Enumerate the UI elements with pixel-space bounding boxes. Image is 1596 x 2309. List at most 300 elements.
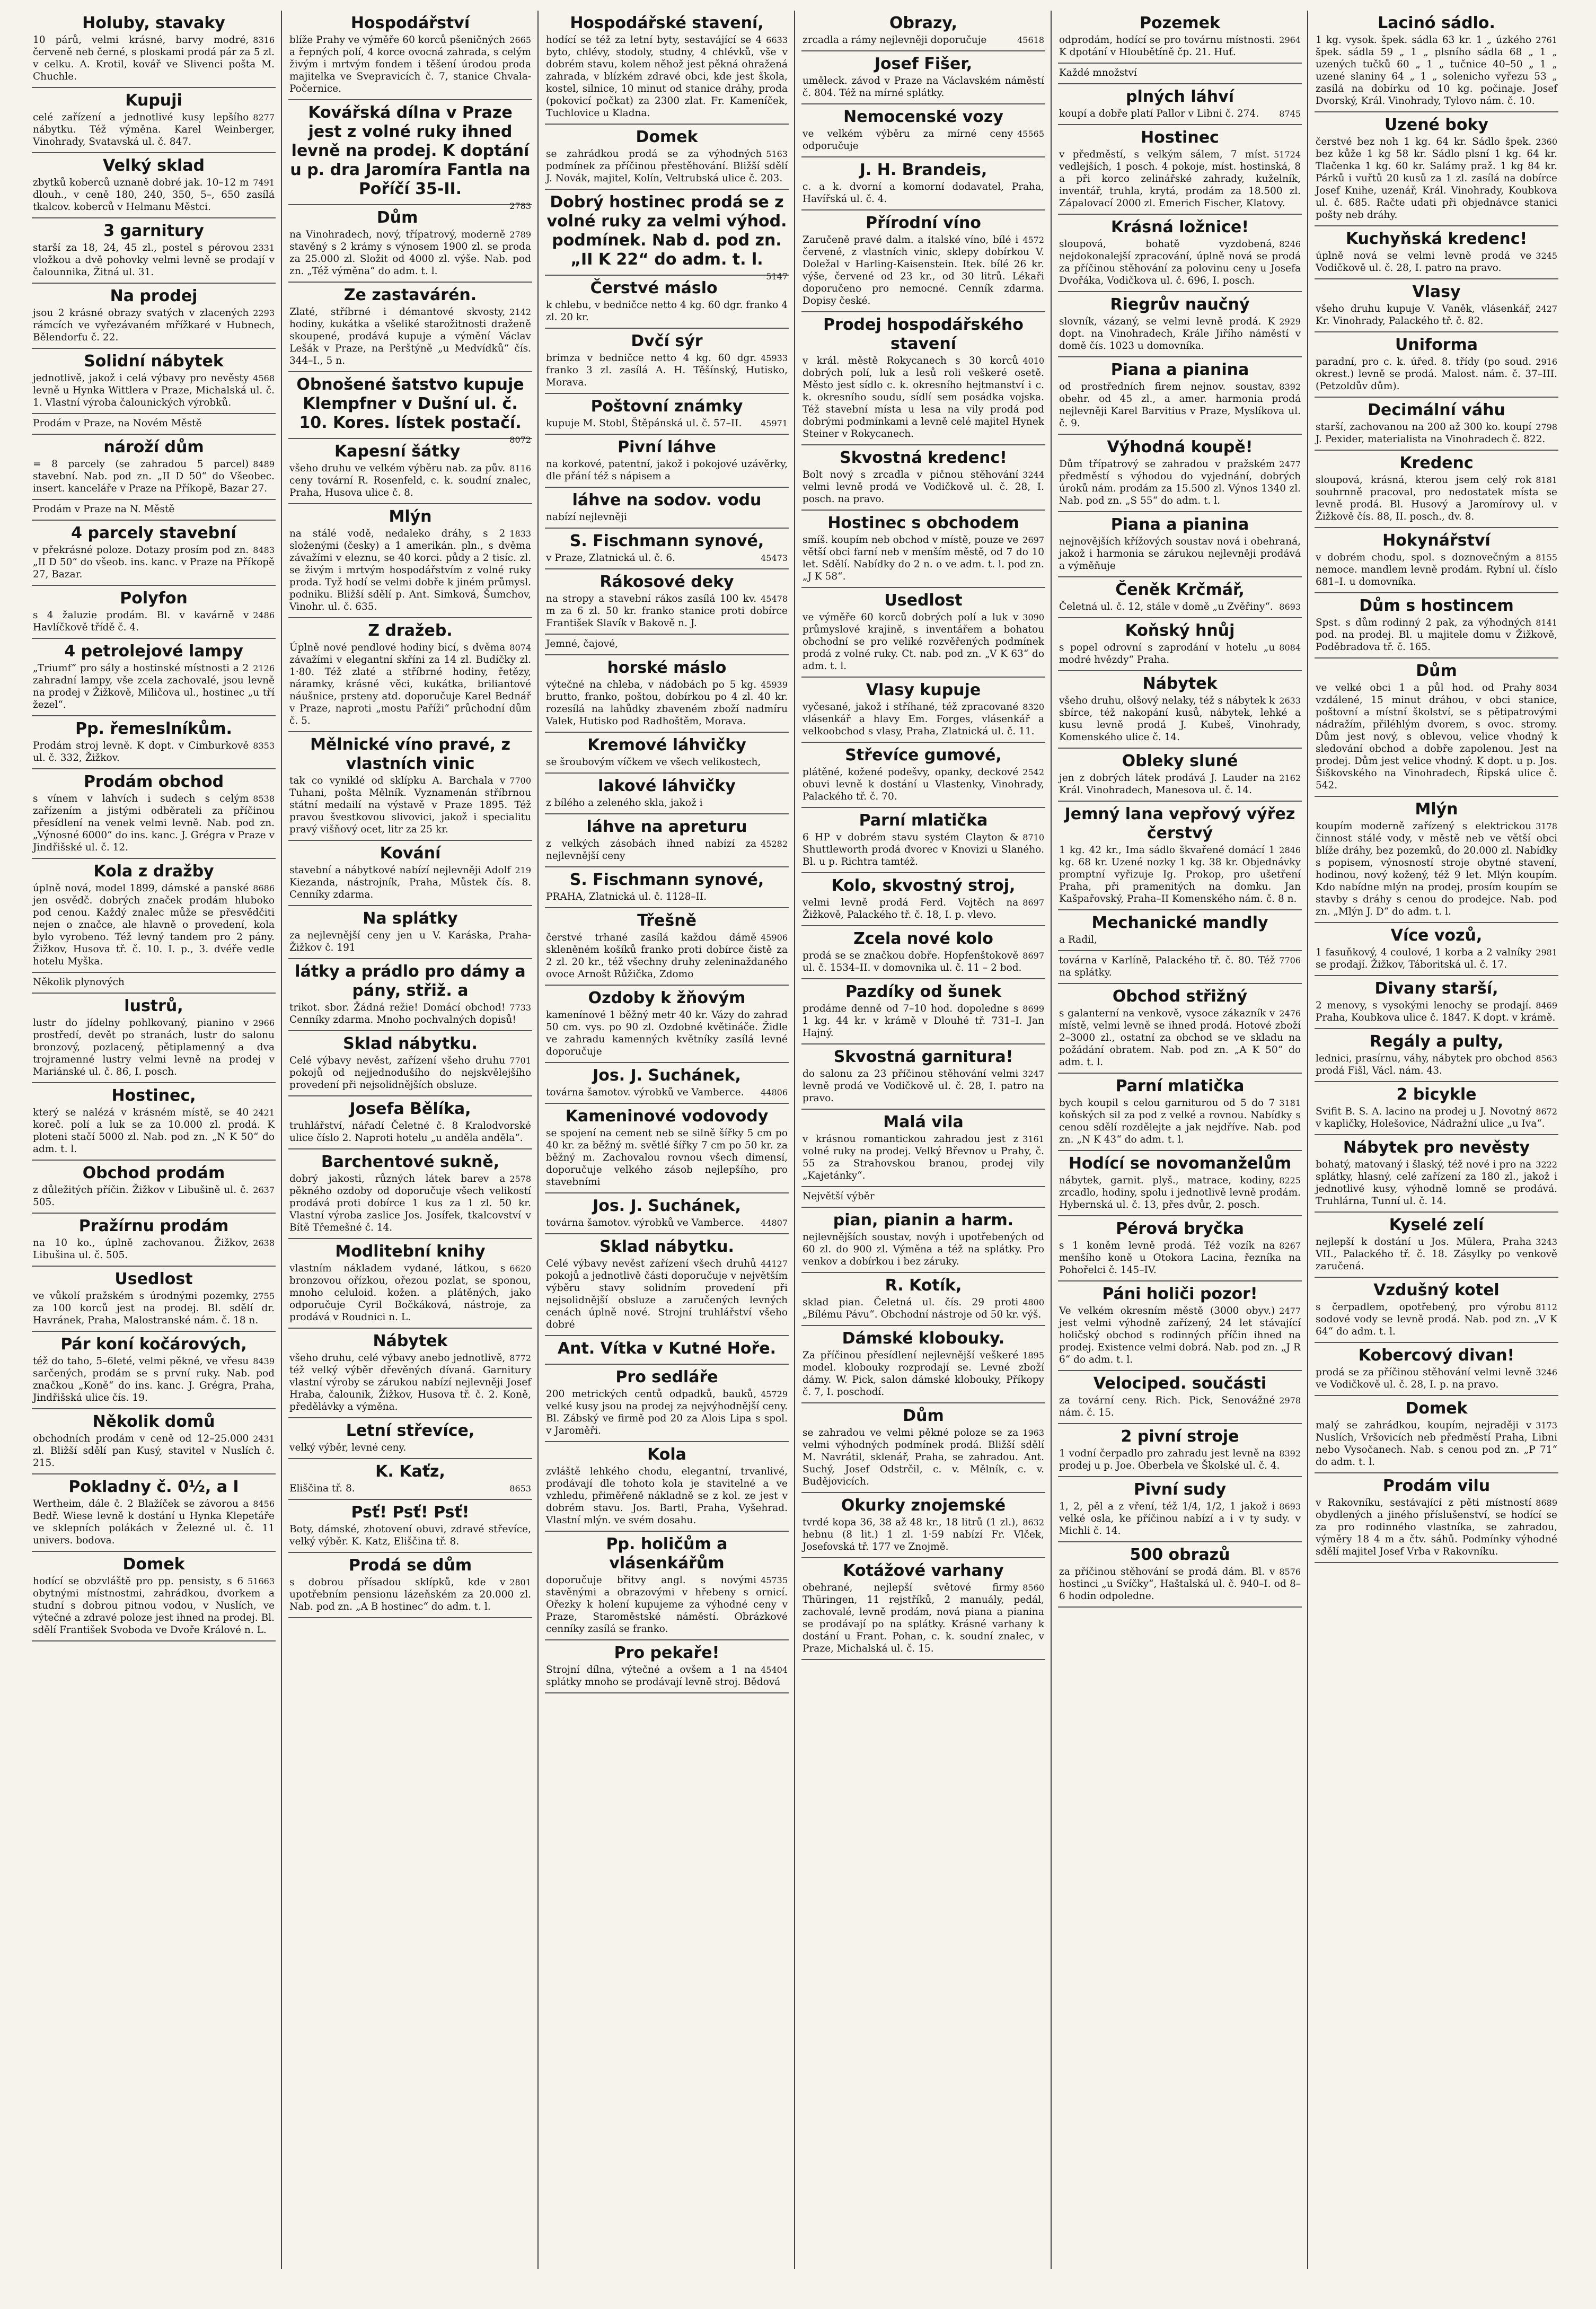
ad-body (1316, 1158, 1557, 1207)
ad-text: Prodám stroj levně. K dopt. v Cimburkově ul. č. 332, Žižkov. (33, 740, 249, 763)
ad-code: 2665 (509, 35, 531, 45)
ad-body (33, 1237, 275, 1261)
classified-ad (801, 979, 1045, 1044)
ad-body (1059, 535, 1301, 572)
ad-body (33, 307, 275, 344)
ad-body (803, 701, 1044, 738)
ad-text: kupuje M. Stobl, Štěpánská ul. č. 57–II. (546, 418, 742, 429)
ad-text: Zlaté, stříbrné i démantové skvosty, hodiny, kukátka a všeliké starožitnosti draženě skoupené, prodává kupuje a výmění Václav Lešák v Praze, na Perštýně „u Medvídků“ čís. 344–I., 5 n. (289, 306, 531, 366)
ad-heading: Kovářská dílna v Praze jest z volné ruky ihned levně na prodej. K doptání u p. dra Jaromíra Fantla na Poříčí 35-II. (290, 103, 531, 198)
ad-text: Eliščina tř. 8. (289, 1483, 355, 1494)
ad-heading: Pp. holičům a vlásenkářům (606, 1535, 728, 1573)
ad-body (1059, 954, 1301, 979)
ad-code: 8560 (1022, 1583, 1044, 1593)
ad-body (33, 976, 275, 988)
ad-heading: horské máslo (607, 659, 727, 677)
ad-code: 8392 (1279, 382, 1301, 392)
classified-ad (32, 414, 276, 435)
ad-text: ve vůkolí pražském s úrodnými pozemky, za 100 korců jest na prodej. Bl. sdělí dr. Havránek, Praha, Malostranské nám. č. 18 n. (33, 1290, 275, 1326)
classified-ad (1315, 451, 1558, 528)
ad-heading: Dobrý hostinec prodá se z volné ruky za velmi výhod. podmínek. Nab d. pod zn. „II K 22“ do adm. t. l. (546, 193, 787, 269)
classified-ad (288, 504, 532, 618)
ad-heading: Mlýn (1415, 800, 1458, 819)
ad-code: 4010 (1022, 356, 1044, 366)
ad-heading: Pro pekaře! (614, 1644, 720, 1662)
ad-heading: Dvčí sýr (631, 332, 703, 350)
ad-code: 2431 (253, 1434, 275, 1444)
classified-ad (545, 655, 789, 733)
classified-ad (288, 205, 532, 283)
ad-text: 6 HP v dobrém stavu systém Clayton & Shuttleworth prodá dvorec v Knovizi u Slaného. Bl. u p. Richtra tamtéž. (803, 832, 1044, 867)
classified-ad (545, 774, 789, 814)
classified-ad (1058, 618, 1302, 671)
column-5 (1058, 11, 1308, 2269)
classified-ad (288, 439, 532, 504)
ad-heading: 2 pivní stroje (1121, 1427, 1239, 1446)
ad-heading: Nábytek (373, 1332, 448, 1350)
ad-text: obehrané, nejlepší světové firmy Thüringen, 11 rejstříků, 2 manuály, pedál, zachovalé, levně prodám, nová piana a pianina se prodávají po na splátky. Krásné varhany k dostání u Frant. Pohan, c. k. soudní znalec, v Praze, Michalská ul. č. 15. (803, 1582, 1044, 1654)
classified-ad (1058, 292, 1302, 357)
classified-ad (1058, 577, 1302, 618)
ad-text: továrna šamotov. výrobků ve Vamberce. (546, 1087, 744, 1098)
ad-code: 2637 (253, 1185, 275, 1195)
ad-heading: Hospodářství (350, 14, 470, 32)
ad-code: 5147 (766, 271, 788, 282)
ad-body (33, 1107, 275, 1155)
ad-body (1059, 934, 1301, 946)
ad-body (33, 1017, 275, 1078)
classified-ad (1058, 435, 1302, 512)
ad-heading: Lacinó sádlo. (1378, 14, 1495, 32)
ad-heading: R. Kotík, (885, 1276, 962, 1295)
ad-text: v dobrém chodu, spol. s doznovečným a nemoce. mandlem levně prodám. Rybní ul. číslo 681–I. u domovníka. (1316, 552, 1557, 587)
ad-heading: Hodící se novomanželům (1068, 1154, 1292, 1173)
ad-body (1316, 1366, 1557, 1391)
ad-text: nabízí nejlevněji (546, 512, 627, 523)
column-1 (32, 11, 282, 2269)
ad-body (803, 766, 1044, 803)
classified-ad (1058, 1151, 1302, 1216)
classified-ad (801, 445, 1045, 511)
ad-text: obchodních prodám v ceně od 12–25.000 zl. Bližší sdělí pan Kusý, stavitel v Nuslích č. 215. (33, 1433, 275, 1469)
ad-heading: Obleky sluné (1122, 752, 1238, 770)
ad-body (33, 458, 275, 495)
classified-ad (32, 859, 276, 973)
ad-text: Celé výbavy nevěst zařízení všech druhů pokojů a jednotlivě části doporučuje v největším výběru stavy solidním provedení při nejsolidnější obsluze a zaručených levných cenách úplně nové. Strojní truhlářství všeho dobré (546, 1258, 788, 1330)
ad-text: za nejlevnější ceny jen u V. Karáska, Praha-Žižkov č. 191 (289, 930, 531, 953)
ad-text: bohatý, matovaný i šlaský, též nové i pro na splátky, hlasný, celé zařízení za 180 zl., jakož i jednotlivé kusy, výhodně lomně se prodává. Truhlárna, Tunní ul. č. 14. (1316, 1159, 1557, 1207)
ad-heading: Velociped. součásti (1093, 1374, 1267, 1393)
classified-ad (801, 51, 1045, 104)
ad-code: 2427 (1536, 304, 1557, 314)
ad-text: slovník, vázaný, se velmi levně prodá. K dopt. na Vinohradech, Krále Jiřího náměstí v domě čís. 1023 u domovníka. (1059, 316, 1301, 352)
ad-text: Wertheim, dále č. 2 Blažíček se závorou a Bedř. Wiese levně k dostání u Hynka Klepetáře ve sklepních polákách v Železné ul. č. 11 univers. bodova. (33, 1498, 275, 1546)
ad-body (33, 544, 275, 581)
ad-code: 2929 (1279, 317, 1301, 327)
ad-text: který se nalézá v krásném místě, se 40 koreč. polí a luk se za 10.000 zl. prodá. K ploteni stačí 5000 zl. Nab. pod zn. „N K 50“ do adm. t. l. (33, 1107, 275, 1155)
ad-body (1059, 1174, 1301, 1211)
ad-code: 8697 (1022, 898, 1044, 908)
ad-code: 2421 (253, 1108, 275, 1118)
ad-body (1316, 1497, 1557, 1558)
classified-ad (801, 873, 1045, 926)
ad-text: všeho druhu ve velkém výběru nab. za pův. ceny tovární R. Rosenfeld, c. k. soudní znalec, Praha, Husova ulice č. 8. (289, 463, 531, 498)
classified-ad (801, 678, 1045, 743)
classified-ad (801, 157, 1045, 210)
ad-body (33, 1290, 275, 1327)
ad-heading: Okurky znojemské (841, 1496, 1006, 1515)
ad-code: 2697 (1022, 535, 1044, 545)
ad-heading: J. H. Brandeis, (859, 161, 987, 179)
ad-body (1316, 682, 1557, 792)
ad-text: koupím moderně zařízený s elektrickou činnost stálé vody, v městě neb ve větší obci blíže dráhy, bez pozemků, do 20.000 zl. Nabídky s popisem, výnosností stroje obytné stavení, hodinou, nový kožený, též 9 let. Mlýn koupím. Kdo nabídne mlýn na prodej, prosím koupím se stavby s dráhy s cenou do prodejce. Nab. pod zn. „Mlýn J. D“ do adm. t. l. (1316, 821, 1557, 917)
ad-code: 8456 (253, 1499, 275, 1509)
ad-code: 8710 (1022, 832, 1044, 842)
ad-body (1059, 67, 1301, 79)
ad-code: 8745 (1279, 109, 1301, 119)
ad-body (1059, 1500, 1301, 1537)
ad-body (1059, 1097, 1301, 1146)
ad-text: = 8 parcely (se zahradou 5 parcel) stavební. Nab. pod zn. „II D 50“ do Všeobec. insert. kanceláře v Praze na Příkopě, Bazar 27. (33, 459, 275, 494)
ad-code: 3178 (1536, 821, 1557, 831)
ad-code: 45735 (761, 1575, 788, 1585)
ad-body (1059, 458, 1301, 507)
ad-text: lednici, prasírnu, váhy, nábytek pro obchod prodá Fišl, Václ. nám. 43. (1316, 1053, 1532, 1076)
ad-body (1316, 946, 1557, 971)
ad-text: 1, 2, pěl a z vření, též 1/4, 1/2, 1 jakož i velké osla, ke příčinou nabízí a i v ty sudy. v Michli č. 14. (1059, 1501, 1301, 1537)
ad-body (546, 638, 788, 650)
ad-body (33, 177, 275, 213)
ad-heading: 4 petrolejové lampy (64, 642, 243, 661)
ad-body (289, 1352, 531, 1413)
ad-body (803, 1133, 1044, 1182)
classified-ad (1058, 1371, 1302, 1424)
ad-code: 8693 (1279, 602, 1301, 612)
ad-heading: Dámské klobouky. (842, 1329, 1005, 1348)
classified-ad (1058, 1074, 1302, 1151)
ad-heading: Usedlost (884, 591, 963, 610)
classified-ad (288, 732, 532, 841)
classified-ad (801, 1558, 1045, 1660)
classified-ad (545, 733, 789, 774)
classified-ad (32, 1083, 276, 1161)
classified-ad (545, 276, 789, 329)
ad-text: sloupová, krásná, kterou jsem celý rok souhrnně pracoval, pro nedostatek místa se levně prodá. Bl. Husový a Jaromírovy ul. v Žižkově čís. 88, II. posch., dv. 8. (1316, 475, 1557, 522)
ad-body (546, 34, 788, 119)
ad-body (33, 111, 275, 148)
ad-heading: Kameninové vodovody (565, 1107, 769, 1126)
ad-code: 7706 (1279, 955, 1301, 965)
classified-ad (1058, 1477, 1302, 1542)
classified-ad (801, 104, 1045, 157)
ad-heading: Barchentové sukně, (321, 1153, 500, 1171)
ad-code: 2964 (1279, 35, 1301, 45)
ad-heading: plných láhví (1126, 87, 1234, 106)
ad-heading: Sklad nábytku. (599, 1237, 734, 1256)
ad-text: vyčesané, jakož i stříhané, též zpracované vlásenkář a hlavy Em. Forges, vlásenkář a velkoobchod s vlasy, Praha, Zlatnická ul. č. 11. (803, 701, 1044, 737)
ad-heading: Několik domů (92, 1412, 215, 1431)
classified-ad (1315, 1135, 1558, 1213)
classified-ad (1315, 226, 1558, 279)
ad-heading: Vlasy (1412, 283, 1461, 301)
ad-heading: Kotážové varhany (843, 1561, 1004, 1580)
ad-text: smíš. koupím neb obchod v místě, pouze ve větší obci farní neb v menším městě, od 7 do 10 let. Sdělí. Nabídky do 2 n. o ve adm. t. l. pod zn. „J K 58“. (803, 534, 1044, 582)
ad-code: 45478 (761, 594, 788, 604)
ad-code: 8469 (1536, 1000, 1557, 1011)
ad-heading: Třešně (637, 911, 696, 930)
ad-body (803, 181, 1044, 205)
ad-heading: Krásná ložnice! (1111, 218, 1249, 236)
classified-ad (288, 11, 532, 100)
ad-text: zvláště lehkého chodu, elegantní, trvanlivé, prodávají dle tohoto kola je stavitelné a ve vzhledu, přiměřeně nákladně se z kol. ze jest v dobrém stavu. Jos. Bartl, Praha, Vyšehrad. Vlastní mlýn. ve svém dosahu. (546, 1466, 788, 1526)
ad-code: 8563 (1536, 1053, 1557, 1064)
classified-ad (32, 1332, 276, 1409)
ad-heading: Kapesní šátky (334, 442, 461, 461)
ad-text: nejnovějších křížových soustav nová i obehraná, jakož i harmonia se zárukou nejlevněji prodává a výměňuje (1059, 536, 1301, 572)
classified-ad (545, 867, 789, 908)
ad-body (803, 1003, 1044, 1039)
ad-body (1059, 695, 1301, 743)
ad-body (546, 932, 788, 980)
classified-ad (32, 1214, 276, 1267)
ad-code: 44806 (761, 1087, 788, 1098)
ad-body (546, 1465, 788, 1526)
classified-ad (1315, 659, 1558, 797)
ad-text: též do taho, 5–6leté, velmi pěkné, ve vřesu sarčených, prodám se s první ruky. Nab. pod značkou „Koně“ do ins. kanc. J. Grégra, Praha, Jindřišská ulice čís. 19. (33, 1356, 275, 1403)
ad-code: 2293 (253, 308, 275, 318)
ad-code: 45906 (761, 933, 788, 943)
ad-text: k chlebu, v bedničce netto 4 kg. 60 dgr. franko 4 zl. 20 kr. (546, 300, 788, 323)
ad-text: Spst. s dům rodinný 2 pak, za výhodných pod. na prodej. Bl. u majitele domu v Žižkově, Poděbradova tř. č. 165. (1316, 617, 1557, 653)
ad-code: 3247 (1022, 1069, 1044, 1079)
ad-heading: Malá vila (883, 1113, 964, 1131)
ad-body (33, 740, 275, 764)
ad-body (289, 229, 531, 277)
ad-text: nábytek, garnit. plyš., matrace, kodiny, zrcadlo, hodiny, spolu i jednotlivě levně prodám. Hybernská ul. č. 13, přes dvůr, 2. posch. (1059, 1175, 1301, 1210)
classified-ad (1058, 1542, 1302, 1608)
ad-text: Boty, dámské, zhotovení obuvi, zdravé střevíce, velký výběr. K. Katz, Eliščina tř. 8. (289, 1524, 531, 1547)
ad-code: 2846 (1279, 845, 1301, 855)
ad-text: Čeletná ul. č. 12, stále v domě „u Zvěřiny“. (1059, 601, 1273, 612)
ad-body (546, 552, 788, 564)
ad-code: 2761 (1536, 35, 1557, 45)
classified-ad (1315, 976, 1558, 1029)
classified-ad (545, 529, 789, 569)
classified-ad (545, 190, 789, 282)
ad-code: 8353 (253, 741, 275, 751)
ad-heading: Obchod střižný (1112, 987, 1248, 1006)
ad-code: 8439 (253, 1356, 275, 1366)
ad-heading: 2 bicykle (1396, 1085, 1477, 1104)
ad-heading: Kola (647, 1445, 686, 1464)
ad-heading: Prodej hospodářského stavení (823, 315, 1024, 353)
ad-code: 3245 (1536, 251, 1557, 261)
ad-heading: Prodá se dům (348, 1556, 472, 1575)
classified-ad (288, 372, 532, 445)
classified-ad (545, 11, 789, 125)
ad-heading: 3 garnitury (103, 222, 204, 240)
ad-heading: Josefa Bělíka, (349, 1100, 471, 1118)
ad-text: PRAHA, Zlatnická ul. č. 1128–II. (546, 891, 707, 902)
ad-code: 8155 (1536, 552, 1557, 563)
ad-heading: Dům (903, 1407, 944, 1425)
classified-ad (801, 1326, 1045, 1403)
ad-heading: Pro sedláře (615, 1368, 718, 1386)
ad-text: všeho druhu kupuje V. Vaněk, vlásenkář, Kr. Vinohrady, Palackého tř. č. 82. (1316, 303, 1532, 327)
classified-ad (1058, 357, 1302, 435)
ad-code: 2360 (1536, 137, 1557, 147)
ad-text: na stropy a stavební rákos zasílá 100 kv. m za 6 zl. 50 kr. franko stanice proti dobírce František Slavík v Bakově n. J. (546, 593, 788, 629)
ad-heading: Pivní láhve (618, 438, 716, 456)
ad-text: v Praze, Zlatnická ul. č. 6. (546, 552, 676, 564)
classified-ad (545, 814, 789, 867)
classified-ad (801, 210, 1045, 312)
ad-text: se šroubovým víčkem ve všech velikostech, (546, 757, 761, 768)
classified-ad (801, 11, 1045, 51)
ad-code: 2783 (509, 201, 531, 211)
column-3 (545, 11, 795, 2269)
ad-code: 2142 (509, 307, 531, 317)
ad-text: starší za 18, 24, 45 zl., postel s pérovou vložkou a dvě pohovky velmi levně se prodají v čalounnika, Žitná ul. 31. (33, 242, 275, 278)
classified-ad (32, 769, 276, 859)
ad-body (803, 1296, 1044, 1321)
ad-body (546, 1217, 788, 1229)
ad-body (803, 1582, 1044, 1655)
ad-text: s galanterní na venkově, vysoce zákazník v místě, velmi levně se ihned prodá. Hotové zboží 2–3000 zl., ostatní za obchod se ve skladu na požádání obratem. Nab. pod zn. „A K 50“ do adm. t. l. (1059, 1008, 1301, 1068)
ad-body (33, 1575, 275, 1636)
ad-text: plátěné, kožené podešvy, opanky, deckové obuvi levně k dostání u Vlastenky, Vinohrady, Palackého tř. č. 70. (803, 767, 1044, 802)
ad-body (546, 299, 788, 323)
classified-ad (32, 349, 276, 414)
ad-text: s čerpadlem, opotřebený, pro výrobu sodové vody se levně prodá. Nab. pod zn. „V K 64“ do adm. t. l. (1316, 1302, 1557, 1337)
ad-code: 1963 (1022, 1428, 1044, 1438)
classified-ad (32, 284, 276, 349)
ad-body (546, 891, 788, 903)
ad-text: 10 párů, velmi krásné, barvy modré, červeně neb černé, s ploskami prodá pár za 5 zl. v celku. A. Krotil, kovář ve Slivenci pošta M. Chuchle. (33, 34, 275, 82)
ad-code: 8672 (1536, 1107, 1557, 1117)
classified-ad (545, 435, 789, 488)
ad-text: všeho druhu, olšový nelaky, též s nábytek k sbírce, též nakopání kusů, nábytek, lehké a kusu levně prodá J. Kubeš, Vinohrady, Komenského ulice č. 14. (1059, 695, 1301, 743)
ad-body (1316, 999, 1557, 1024)
ad-text: celé zařízení a jednotlivé kusy lepšího nábytku. Též výměna. Karel Weinberger, Vinohrady, Svatavská ul. č. 847. (33, 112, 275, 147)
ad-code: 8181 (1536, 475, 1557, 485)
ad-body (803, 34, 1044, 46)
ad-code: 8689 (1536, 1498, 1557, 1508)
ad-heading: nároží dům (103, 438, 204, 456)
ad-text: za tovární ceny. Rich. Pick, Senovážné nám. č. 15. (1059, 1395, 1275, 1418)
ad-text: 1 fasuňkový, 4 coulové, 1 korba a 2 valníky se prodají. Žižkov, Táboritská ul. č. 17. (1316, 947, 1532, 970)
classified-ad (1315, 1213, 1558, 1278)
ad-body (33, 417, 275, 429)
classified-ad (1058, 1281, 1302, 1371)
ad-code: 2633 (1279, 696, 1301, 706)
ad-code: 7701 (509, 1056, 531, 1066)
ad-code: 2476 (1279, 1008, 1301, 1019)
ad-text: starší, zachovanou na 200 až 300 ko. koupí J. Pexider, materialista na Vinohradech č. 822. (1316, 422, 1546, 445)
ad-heading: Ant. Vítka v Kutné Hoře. (557, 1339, 777, 1358)
ad-text: čerstvé bez noh 1 kg. 64 kr. Sádlo špek. bez kůže 1 kg 58 kr. Sádlo plsní 1 kg. 64 kr. Tlačenka 1 kg. 60 kr. Salámy praž. 1 kg 84 kr. Párků i vuřtů 20 kusů za 1 zl. zasílá na dobírce Josef Knihe, uzenář, Král. Vinohrady, Koubkova ul. č. 685. Račte udati při objednávce stanici pošty neb dráhy. (1316, 136, 1557, 221)
ad-body (803, 611, 1044, 672)
ad-code: 7733 (509, 1003, 531, 1013)
ad-body (33, 793, 275, 854)
classified-ad (545, 1336, 789, 1365)
classified-ad (288, 618, 532, 732)
ad-heading: Dům s hostincem (1359, 596, 1514, 615)
ad-body (289, 1482, 531, 1495)
ad-body (33, 503, 275, 515)
ad-code: 5163 (766, 149, 788, 159)
classified-ad (1315, 593, 1558, 659)
ad-code: 8576 (1279, 1567, 1301, 1577)
ad-code: 8653 (509, 1483, 531, 1494)
ad-body (803, 75, 1044, 99)
ad-body (1316, 356, 1557, 392)
ad-text: Za příčinou přesídlení nejlevnější veškeré model. klobouky rozprodají se. Levné zboží dámy. W. Pick, salon dámské klobouky, Příkopy č. 7, I. poschodí. (803, 1350, 1044, 1398)
ad-body (803, 355, 1044, 440)
classified-ad (32, 973, 276, 994)
ad-text: zrcadla a rámy nejlevněji doporučuje (803, 34, 987, 46)
ad-text: brimza v bedničce netto 4 kg. 60 dgr. franko 3 zl. zasílá A. H. Těšínský, Hutisko, Morava. (546, 353, 788, 388)
classified-ad (288, 1553, 532, 1618)
classified-ad (32, 521, 276, 586)
classified-ad (32, 1267, 276, 1332)
ad-heading: pian, pianin a harm. (833, 1211, 1014, 1230)
ad-heading: Skvostná garnitura! (833, 1048, 1013, 1066)
ad-heading: lakové láhvičky (598, 777, 736, 795)
ad-text: ve velké obci 1 a půl hod. od Prahy vzdálené, 15 minut dráhou, v obci stanice, poštovní a místní školství, se s pětipatrovými nádražím, přiléhlým dvorem, s ovoc. stromy. Dům jest nový, s oblevou, velice vhodný k sledování obchod a dobře zapolenou. Jest na prodej. Dům jest velice vhodný. K dopt. u p. Jos. Šiškovského na Vinohradech, Řipská ulice č. 542. (1316, 682, 1557, 791)
ad-heading: Na prodej (110, 287, 198, 305)
ad-body (1059, 315, 1301, 352)
ad-code: 7491 (253, 178, 275, 188)
ad-heading: Parní mlatička (1115, 1077, 1245, 1095)
ad-heading: Kredenc (1399, 454, 1474, 472)
ad-body (803, 234, 1044, 307)
ad-body (1316, 1236, 1557, 1272)
ad-code: 3243 (1536, 1237, 1557, 1247)
ad-heading: Prodám vilu (1382, 1477, 1491, 1495)
ad-body (546, 511, 788, 523)
ad-text: koupí a dobře platí Pallor v Libni č. 274. (1059, 108, 1259, 119)
ad-text: v Rakovníku, sestávající z pěti místností obydlených a jiného příslušenství, se hodící se za pro rodinného vlastníka, se zahradou, výměry 18 4 m a čtv. sáhů. Podmínky výhodné sdělí majitel Josef Vrba v Rakovníku. (1316, 1497, 1557, 1557)
ad-body (33, 1355, 275, 1404)
classified-ad (801, 1273, 1045, 1326)
ad-body (289, 1576, 531, 1613)
ad-text: velký výběr, levné ceny. (289, 1442, 407, 1453)
ad-body (1316, 551, 1557, 588)
ad-text: Několik plynových (33, 977, 125, 988)
classified-ad (288, 100, 532, 211)
ad-heading: Čeněk Krčmář, (1115, 581, 1245, 599)
ad-body (1059, 772, 1301, 796)
ad-code: 45565 (1017, 129, 1044, 139)
ad-body (1316, 1105, 1557, 1130)
classified-ad (801, 1208, 1045, 1273)
ad-heading: Nemocenské vozy (843, 108, 1003, 126)
ad-code: 2162 (1279, 773, 1301, 783)
classified-ad (32, 716, 276, 769)
ad-body (1059, 108, 1301, 120)
ad-text: v krásnou romantickou zahradou jest z volné ruky na prodej. Velký Břevnov u Prahy, č. 55 za Strahovskou branou, prodej vily „Kajetánky“. (803, 1134, 1044, 1181)
classified-ad (801, 1403, 1045, 1493)
ad-heading: Kování (380, 844, 441, 863)
ad-text: z bílého a zeleného skla, jakož i (546, 797, 703, 809)
ad-heading: Ze zastavárén. (343, 286, 477, 304)
ad-code: 8225 (1279, 1175, 1301, 1186)
ad-text: prodá se se značkou dobře. Hopfenštokově ul. č. 1534–II. v domovnika ul. č. 11 – 2 bod. (803, 950, 1022, 973)
ad-heading: Divany starší, (1374, 979, 1498, 998)
column-4 (801, 11, 1052, 2269)
ad-body (803, 534, 1044, 583)
